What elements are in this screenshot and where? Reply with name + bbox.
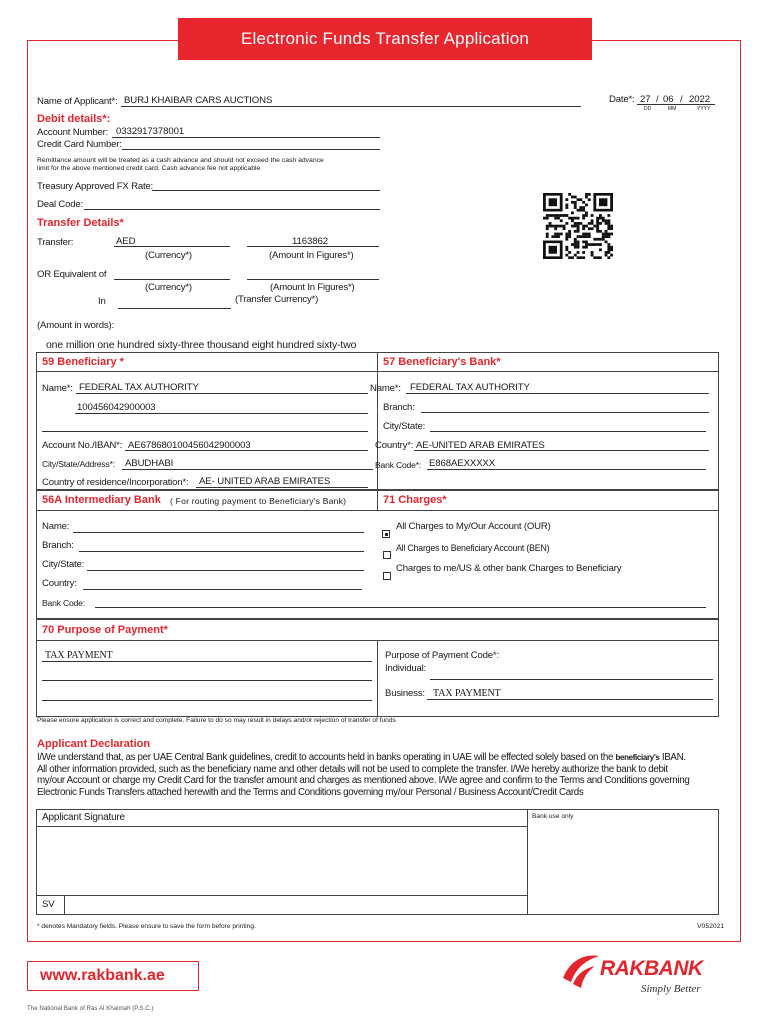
charges-sha-checkbox[interactable]: [383, 572, 391, 580]
intermediary-subtitle: ( For routing payment to Beneficiary's Bank): [170, 496, 347, 506]
in-currency-line[interactable]: [118, 308, 231, 309]
intermediary-branch-line[interactable]: [79, 551, 364, 552]
beneficiary-name-line: [76, 393, 368, 394]
bank-city-label: City/State:: [383, 421, 426, 432]
charges-title: 71 Charges*: [383, 494, 447, 506]
signature-divider: [527, 809, 528, 915]
charges-our-checkbox[interactable]: [382, 530, 390, 538]
transfer-label: Transfer:: [37, 237, 74, 248]
credit-card-line[interactable]: [122, 149, 380, 150]
form-title: Electronic Funds Transfer Application: [178, 18, 592, 60]
equivalent-amount-line[interactable]: [247, 279, 379, 280]
currency-caption: (Currency*): [145, 250, 192, 261]
transfer-amount-value[interactable]: 1163862: [292, 236, 328, 247]
bank-code-value[interactable]: E868AEXXXXX: [429, 458, 496, 469]
bank-country-label: Country*:: [375, 440, 414, 451]
bank-name-value[interactable]: FEDERAL TAX AUTHORITY: [410, 382, 530, 393]
beneficiary-country-label: Country of residence/Incorporation*:: [42, 477, 189, 488]
beneficiary-account-label: Account No./IBAN*:: [42, 440, 123, 451]
deal-code-label: Deal Code:: [37, 199, 83, 210]
in-label: In: [98, 296, 106, 307]
signature-area[interactable]: [37, 827, 526, 894]
transfer-details-title: Transfer Details*: [37, 217, 124, 229]
sv-label: SV: [42, 899, 55, 910]
charges-our-label: All Charges to My/Our Account (OUR): [396, 521, 551, 532]
transfer-currency-line: [114, 246, 230, 247]
date-dd-hint: DD: [644, 106, 652, 112]
intermediary-city-label: City/State:: [42, 559, 85, 570]
currency-caption-2: (Currency*): [145, 282, 192, 293]
applicant-signature-label: Applicant Signature: [42, 812, 125, 823]
declaration-line-2: All other information provided, such as the beneficiary name and other details will not be used to complete the transfer. I/We hereby authorize the bank to debit: [37, 763, 668, 775]
purpose-line-1: [42, 661, 372, 662]
business-label: Business:: [385, 688, 425, 699]
date-day[interactable]: 27: [640, 94, 651, 105]
qr-code: [543, 193, 613, 259]
cash-advance-note-2: limit for the above mentioned credit card. Cash advance fee not applicable: [37, 165, 261, 172]
beneficiary-city-label: City/State/Address*:: [42, 459, 115, 469]
amount-in-words-label: (Amount in words):: [37, 320, 114, 331]
brand-name: RAKBANK: [600, 957, 703, 980]
cash-advance-note-1: Remittance amount will be treated as a cash advance and should not exceed the cash advance: [37, 157, 324, 164]
amount-in-words-value[interactable]: one million one hundred sixty-three thousand eight hundred sixty-two: [46, 340, 357, 351]
purpose-value[interactable]: TAX PAYMENT: [45, 650, 113, 661]
beneficiary-name-value[interactable]: FEDERAL TAX AUTHORITY: [79, 382, 199, 393]
intermediary-branch-label: Branch:: [42, 540, 74, 551]
legal-text: The National Bank of Ras Al Khaimah (P.S.C.): [27, 1005, 154, 1012]
credit-card-label: Credit Card Number:: [37, 139, 122, 150]
purpose-title: 70 Purpose of Payment*: [42, 624, 168, 636]
beneficiary-title: 59 Beneficiary *: [42, 356, 124, 368]
individual-line[interactable]: [430, 679, 713, 680]
bank-code-label: Bank Code*:: [375, 460, 422, 470]
declaration-line-4: Electronic Funds Transfers attached herewith and the Terms and Conditions governing my/our Personal / Business Account/Credit Cards: [37, 786, 584, 798]
amount-caption: (Amount In Figures*): [269, 250, 354, 261]
intermediary-name-label: Name:: [42, 521, 70, 532]
fx-rate-label: Treasury Approved FX Rate:: [37, 181, 154, 192]
date-label: Date*:: [609, 94, 635, 105]
deal-code-line[interactable]: [84, 209, 380, 210]
mandatory-note: * denotes Mandatory fields. Please ensure to save the form before printing.: [37, 923, 256, 930]
debit-details-title: Debit details*:: [37, 113, 111, 125]
rakbank-logo-icon: [561, 952, 603, 990]
intermediary-header-line: [36, 510, 719, 511]
bank-city-line[interactable]: [430, 431, 706, 432]
intermediary-country-line[interactable]: [83, 589, 362, 590]
declaration-line-3: my/our Account or charge my Credit Card for the transfer amount and charges as mentioned above. I/We agree and confirm to the Terms and Conditions governing: [37, 775, 690, 787]
account-number-value[interactable]: 0332917378001: [116, 126, 185, 137]
beneficiary-city-value[interactable]: ABUDHABI: [125, 458, 174, 469]
account-number-line: [112, 137, 380, 138]
business-value[interactable]: TAX PAYMENT: [433, 688, 501, 699]
bank-country-line: [414, 450, 709, 451]
date-sep-2: /: [680, 94, 683, 105]
purpose-line-2[interactable]: [42, 680, 372, 681]
declaration-line-1b: beneficiary's: [615, 753, 660, 762]
amount-caption-2: (Amount In Figures*): [270, 282, 355, 293]
bank-branch-label: Branch:: [383, 402, 415, 413]
date-yyyy-hint: YYYY: [697, 106, 711, 112]
bank-code-line: [427, 469, 706, 470]
charges-ben-checkbox[interactable]: [383, 551, 391, 559]
transfer-amount-line: [247, 246, 379, 247]
equivalent-currency-line[interactable]: [114, 279, 230, 280]
applicant-name-label: Name of Applicant*:: [37, 96, 118, 107]
bank-name-label: Name*:: [370, 383, 401, 394]
sv-field[interactable]: [65, 896, 526, 914]
date-line: [637, 104, 715, 105]
beneficiary-city-line: [122, 469, 373, 470]
charges-sha-label: Charges to me/US & other bank Charges to Beneficiary: [396, 563, 622, 574]
date-mm-hint: MM: [668, 106, 677, 112]
intermediary-city-line[interactable]: [87, 570, 364, 571]
intermediary-code-line[interactable]: [95, 607, 706, 608]
bank-use-label: Bank use only: [532, 813, 574, 820]
brand-tagline: Simply Better: [641, 983, 701, 995]
form-version: V052021: [697, 923, 725, 930]
or-equivalent-label: OR Equivalent of: [37, 269, 107, 280]
beneficiary-line2-value[interactable]: 100456042900003: [77, 402, 156, 413]
date-year[interactable]: 2022: [689, 94, 710, 105]
beneficiary-country-line: [196, 487, 368, 488]
beneficiary-name-label: Name*:: [42, 383, 73, 394]
website-link[interactable]: www.rakbank.ae: [27, 961, 199, 991]
beneficiary-header-line: [36, 371, 719, 372]
intermediary-name-line[interactable]: [73, 532, 364, 533]
declaration-line-1c: IBAN.: [661, 752, 686, 763]
beneficiary-line3[interactable]: [42, 431, 368, 432]
fx-rate-line[interactable]: [152, 190, 380, 191]
intermediary-code-label: Bank Code:: [42, 598, 85, 608]
bank-country-value[interactable]: AE-UNITED ARAB EMIRATES: [416, 440, 545, 451]
account-number-label: Account Number:: [37, 127, 109, 138]
business-line: [427, 699, 713, 700]
beneficiary-country-value[interactable]: AE- UNITED ARAB EMIRATES: [199, 476, 331, 487]
completion-notice: Please ensure application is correct and complete. Failure to do so may result in delays and/or rejection of transfer of funds: [37, 717, 396, 724]
declaration-line-1a: I/We understand that, as per UAE Central Bank guidelines, credit to accounts held in banks operating in UAE will be effected solely based on the: [37, 752, 614, 763]
bank-branch-line[interactable]: [421, 412, 709, 413]
individual-label: Individual:: [385, 663, 427, 674]
beneficiary-line2: [75, 413, 368, 414]
beneficiary-account-value[interactable]: AE678680100456042900003: [128, 440, 251, 451]
declaration-text: [37, 752, 737, 798]
applicant-name-line: [121, 106, 581, 107]
transfer-currency-value[interactable]: AED: [116, 236, 136, 247]
transfer-currency-caption: (Transfer Currency*): [235, 294, 319, 305]
purpose-divider: [377, 640, 378, 717]
charges-ben-label: All Charges to Beneficiary Account (BEN): [396, 543, 550, 553]
intermediary-divider: [377, 490, 378, 510]
declaration-title: Applicant Declaration: [37, 738, 151, 750]
date-month[interactable]: 06: [663, 94, 674, 105]
purpose-line-3[interactable]: [42, 700, 372, 701]
intermediary-country-label: Country:: [42, 578, 77, 589]
applicant-name-value[interactable]: BURJ KHAIBAR CARS AUCTIONS: [124, 95, 273, 106]
intermediary-title: 56A Intermediary Bank: [42, 494, 161, 506]
bank-name-line: [406, 393, 709, 394]
date-sep-1: /: [656, 94, 659, 105]
beneficiary-bank-title: 57 Beneficiary's Bank*: [383, 356, 501, 368]
purpose-code-label: Purpose of Payment Code*:: [385, 650, 499, 661]
beneficiary-account-line: [125, 450, 368, 451]
